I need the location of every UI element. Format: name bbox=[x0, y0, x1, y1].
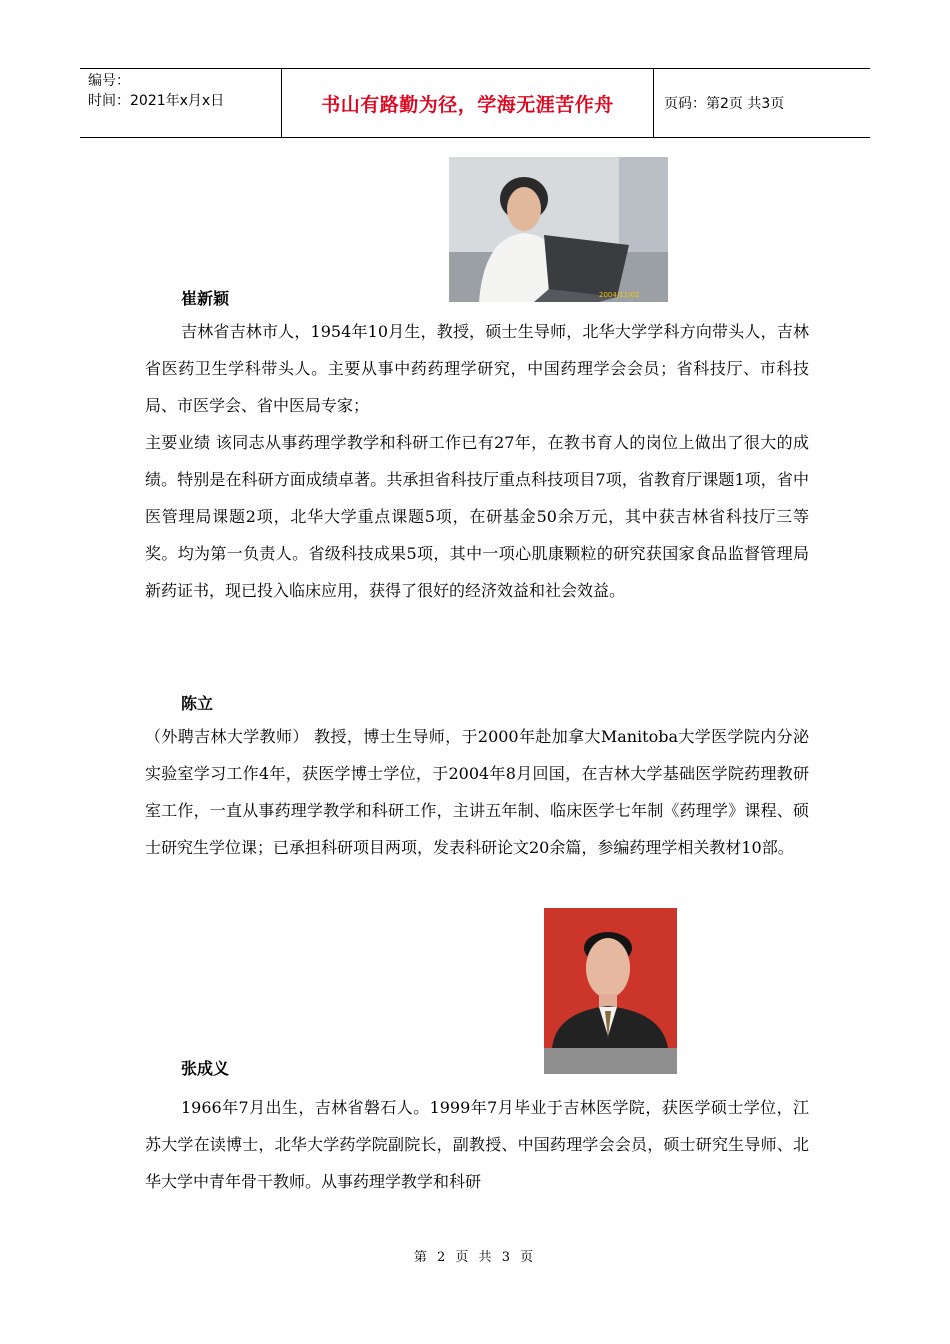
bio-paragraph: （外聘吉林大学教师） 教授，博士生导师，于2000年赴加拿大Manitoba大学医学院内分泌实验室学习工作4年，获医学博士学位，于2004年8月回国，在吉林大学基础医学院药理教研室工作，一直从事药理学教学和科研工作，主讲五年制、临床医学七年制《药理学》课程、硕士研究生学位课；已承担科研项目两项，发表科研论文20余篇，参编药理学相关教材10部。 bbox=[145, 727, 809, 857]
name-cui-xinying: 崔新颖 bbox=[181, 289, 230, 308]
bio-paragraph: 1966年7月出生，吉林省磐石人。1999年7月毕业于吉林医学院，获医学硕士学位，江苏大学在读博士，北华大学药学院副院长，副教授、中国药理学会会员，硕士研究生导师、北华大学中青年骨干教师。从事药理学教学和科研 bbox=[145, 1098, 809, 1191]
time-label: 时间：2021年x月x日 bbox=[88, 93, 225, 109]
achievements-paragraph: 主要业绩 该同志从事药理学教学和科研工作已有27年，在教书育人的岗位上做出了很大的成绩。特别是在科研方面成绩卓著。共承担省科技厅重点科技项目7项，省教育厅课题1项，省中医管理局课题2项，北华大学重点课题5项，在研基金50余万元，其中获吉林省科技厅三等奖。均为第一负责人。省级科技成果5项，其中一项心肌康颗粒的研究获国家食品监督管理局新药证书，现已投入临床应用，获得了很好的经济效益和社会效益。 bbox=[145, 433, 809, 600]
bio-paragraph: 吉林省吉林市人，1954年10月生，教授，硕士生导师，北华大学学科方向带头人，吉林省医药卫生学科带头人。主要从事中药药理学研究，中国药理学会会员；省科技厅、市科技局、市医学会、省中医局专家； bbox=[145, 322, 809, 415]
name-chen-li: 陈立 bbox=[181, 694, 214, 713]
header-table bbox=[80, 68, 870, 138]
name-zhang-chengyi: 张成义 bbox=[181, 1059, 230, 1078]
photo-date-stamp: 2004/11/02 bbox=[599, 291, 640, 299]
page-info: 页码：第2页 共3页 bbox=[664, 96, 785, 112]
portrait-photo-zhang-chengyi bbox=[544, 908, 677, 1074]
page-footer: 第 2 页 共 3 页 bbox=[413, 1250, 537, 1265]
code-label: 编号： bbox=[88, 73, 130, 89]
portrait-photo-cui-xinying bbox=[449, 157, 668, 302]
header-left-cell bbox=[80, 69, 282, 137]
motto: 书山有路勤为径，学海无涯苦作舟 bbox=[282, 69, 654, 137]
